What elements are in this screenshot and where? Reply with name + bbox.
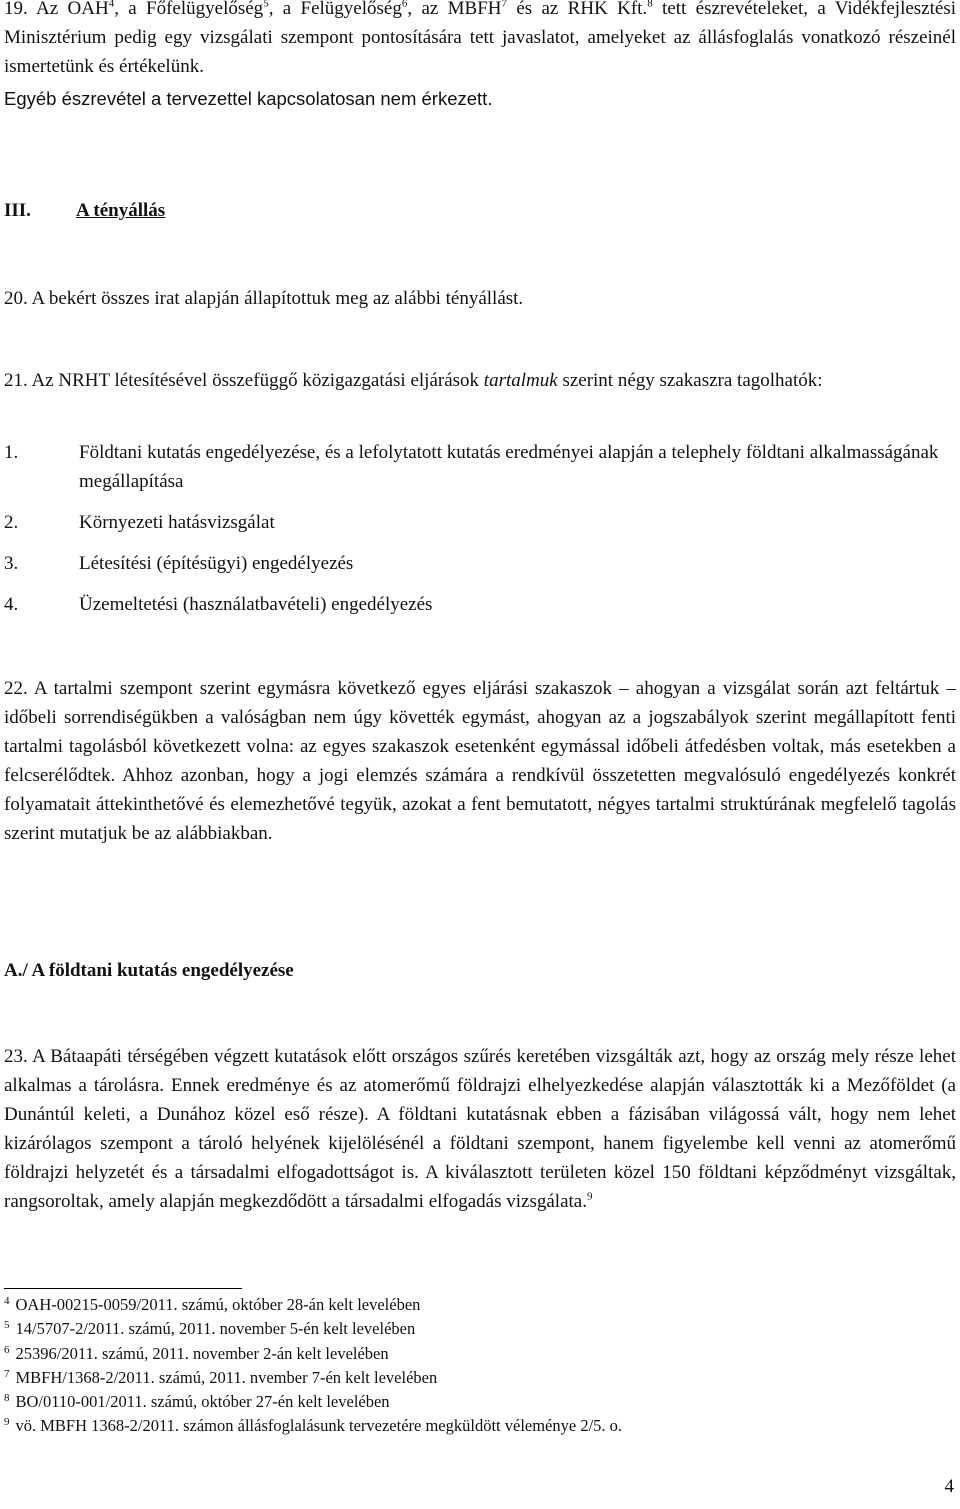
footnote-ref-4[interactable]: 4 — [108, 0, 115, 10]
paragraph-19-closing: Egyéb észrevétel a tervezettel kapcsolatosan nem érkezett. — [4, 88, 493, 109]
footnote-number: 8 — [4, 1391, 10, 1404]
text-run: , a Felügyelőség — [268, 0, 402, 19]
text-run: tett észrevételeket, a Vidékfejlesztési Minisztérium pedig egy vizsgálati szempont pontosítására tett javaslatot, amelyeket az állásfoglalás vonatkozó részeinél ismertetünk és értékelünk. — [4, 0, 956, 77]
text-run: 21. Az NRHT létesítésével összefüggő közigazgatási eljárások — [4, 370, 484, 391]
text-run: , az MBFH — [407, 0, 502, 19]
list-item — [4, 590, 956, 619]
footnote-9 — [4, 1414, 944, 1438]
footnote-number: 4 — [4, 1294, 10, 1307]
footnote-number: 5 — [4, 1318, 10, 1331]
footnote-ref-8[interactable]: 8 — [647, 0, 653, 10]
list-item — [4, 438, 956, 496]
paragraph-20: 20. A bekért összes irat alapján állapítottuk meg az alábbi tényállást. — [4, 288, 524, 309]
list-item-number: 4. — [4, 594, 19, 615]
list-item-text: Üzemeltetési (használatbavételi) engedélyezés — [79, 594, 433, 615]
footnote-5 — [4, 1317, 944, 1341]
footnote-ref-5[interactable]: 5 — [263, 0, 269, 10]
list-item — [4, 549, 956, 578]
section-title: A tényállás — [76, 200, 166, 221]
footnote-separator — [4, 1288, 242, 1289]
section-heading-iii — [4, 200, 165, 222]
text-run: szerint négy szakaszra tagolhatók: — [557, 370, 823, 391]
text-run: 19. Az OAH — [4, 0, 109, 19]
footnote-text: 14/5707-2/2011. számú, 2011. november 5-én kelt levelében — [15, 1319, 416, 1338]
list-item-text: Környezeti hatásvizsgálat — [79, 512, 275, 533]
list-item-number: 1. — [4, 442, 19, 463]
footnote-ref-9[interactable]: 9 — [586, 1190, 593, 1203]
list-item-number: 2. — [4, 512, 19, 533]
footnote-number: 7 — [4, 1367, 10, 1380]
footnote-4 — [4, 1293, 944, 1317]
section-heading-a: A./ A földtani kutatás engedélyezése — [4, 960, 294, 981]
footnote-ref-6[interactable]: 6 — [401, 0, 408, 10]
text-run: 23. A Bátaapáti térségében végzett kutatások előtt országos szűrés keretében vizsgálták azt, hogy az ország mely része lehet alkalmas a tárolásra. Ennek eredménye és az atomerőmű földrajzi elhelyezkedése alapján választották ki a Mezőföldet (a Dunántúl keleti, a Dunához közel eső része). A földtani kutatásnak ebben a fázisában világossá vált, hogy nem lehet kizárólagos szempont a tároló helyének kijelölésénél a földtani szempont, hanem figyelembe kell venni az atomerőmű földrajzi helyzetét és a társadalmi elfogadottságot is. A kiválasztott területen közel 150 földtani képződményt vizsgáltak, rangsoroltak, amely alapján megkezdődött a társadalmi elfogadás vizsgálata. — [4, 1046, 956, 1212]
paragraph-19 — [4, 0, 956, 81]
list-item-number: 3. — [4, 553, 19, 574]
footnote-number: 9 — [4, 1415, 10, 1428]
list-item-text: Létesítési (építésügyi) engedélyezés — [79, 553, 354, 574]
footnote-6 — [4, 1342, 944, 1366]
section-number: III. — [4, 200, 31, 221]
footnote-text: BO/0110-001/2011. számú, október 27-én kelt levelében — [15, 1392, 390, 1411]
footnote-text: OAH-00215-0059/2011. számú, október 28-án kelt levelében — [15, 1295, 421, 1314]
footnote-7 — [4, 1366, 944, 1390]
footnote-text: MBFH/1368-2/2011. számú, 2011. nvember 7-én kelt levelében — [15, 1368, 438, 1387]
footnote-text: vö. MBFH 1368-2/2011. számon állásfoglalásunk tervezetére megküldött véleménye 2/5. o. — [15, 1416, 623, 1435]
procedure-stage-list — [4, 438, 956, 619]
paragraph-23 — [4, 1042, 956, 1216]
footnote-text: 25396/2011. számú, 2011. november 2-án kelt levelében — [15, 1344, 389, 1363]
list-item — [4, 508, 956, 537]
paragraph-22: 22. A tartalmi szempont szerint egymásra következő egyes eljárási szakaszok – ahogyan a vizsgálat során azt feltártuk – időbeli sorrendiségükben a valóságban nem úgy követték egymást, ahogyan az a jogszabályok szerint megállapított fenti tartalmi tagolásból következett volna: az egyes szakaszok esetenként egymással időbeli átfedésben voltak, más esetekben a felcserélődtek. Ahhoz azonban, hogy a jogi elemzés számára a rendkívül összetetten megvalósuló engedélyezés konkrét folyamatait áttekinthetővé és elemezhetővé tegyük, azokat a fent bemutatott, négyes tartalmi struktúrának megfelelő tagolás szerint mutatjuk be az alábbiakban. — [4, 678, 956, 844]
list-item-text: Földtani kutatás engedélyezése, és a lefolytatott kutatás eredményei alapján a telephely földtani alkalmasságának megállapítása — [79, 442, 939, 492]
text-run: és az RHK Kft. — [507, 0, 648, 19]
emphasis-text: tartalmuk — [483, 370, 558, 391]
paragraph-21 — [4, 366, 956, 395]
footnote-ref-7[interactable]: 7 — [501, 0, 507, 10]
footnote-8 — [4, 1390, 944, 1414]
footnote-number: 6 — [4, 1343, 10, 1356]
page-number: 4 — [944, 1476, 954, 1497]
text-run: , a Főfelügyelőség — [114, 0, 264, 19]
